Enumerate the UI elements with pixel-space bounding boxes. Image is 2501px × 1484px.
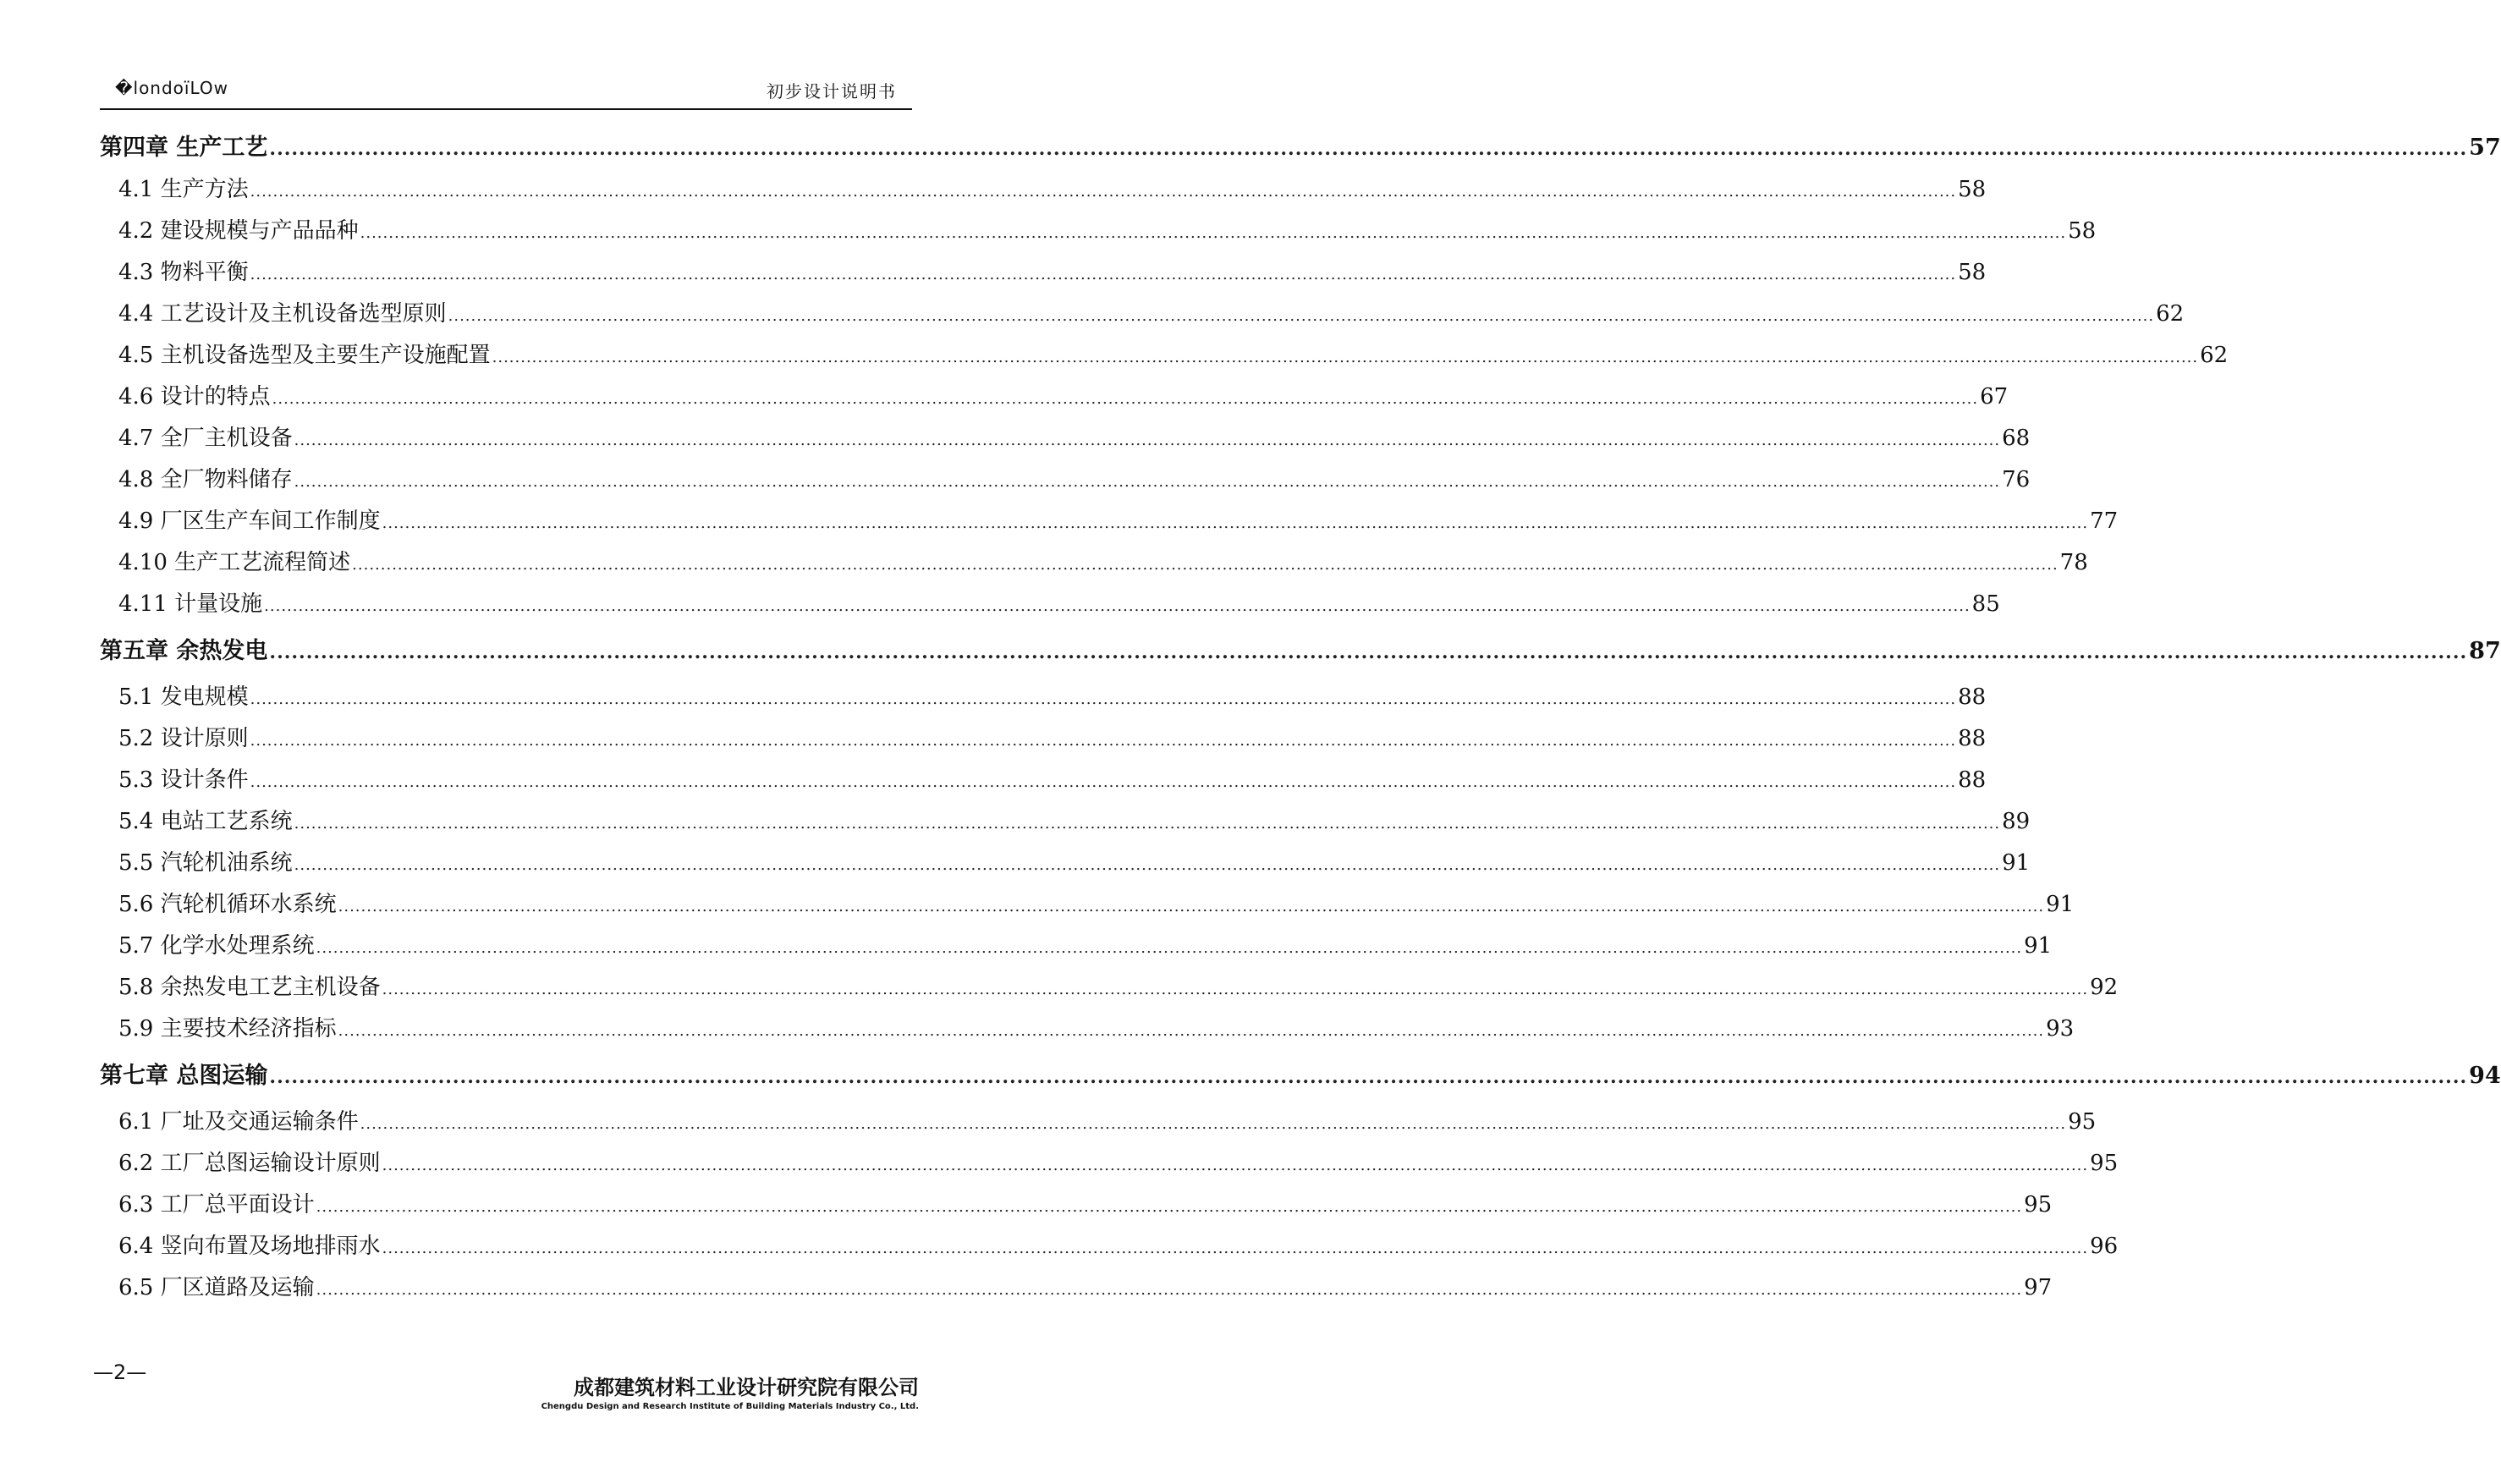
toc-chapter-entry	[100, 625, 2501, 677]
toc-section-entry	[100, 459, 2031, 501]
toc-entry-page: 95	[2024, 1192, 2053, 1217]
toc-dot-leader: ............................................................................................................................................................................................................................................................................................................	[448, 307, 2155, 325]
toc-dot-leader: ............................................................................................................................................................................................................................................................................................................	[250, 732, 1957, 750]
toc-dot-leader: ............................................................................................................................................................................................................................................................................................................	[269, 641, 2468, 663]
toc-entry-page: 95	[2068, 1109, 2097, 1135]
toc-entry-page: 67	[1980, 384, 2009, 409]
company-logo	[541, 1371, 919, 1411]
toc-dot-leader: ............................................................................................................................................................................................................................................................................................................	[294, 431, 2001, 449]
toc-entry-page: 95	[2090, 1151, 2119, 1176]
toc-dot-leader: ............................................................................................................................................................................................................................................................................................................	[382, 981, 2089, 998]
toc-entry-label: 5.7 化学水处理系统	[118, 933, 315, 959]
toc-entry-label: 4.10 生产工艺流程简述	[118, 550, 351, 575]
toc-entry-label: 5.2 设计原则	[118, 726, 249, 751]
toc-section-entry	[100, 584, 2000, 625]
toc-section-entry	[100, 542, 2088, 584]
toc-dot-leader: ............................................................................................................................................................................................................................................................................................................	[316, 1198, 2023, 1216]
toc-entry-label: 6.4 竖向布置及场地排雨水	[118, 1234, 381, 1259]
toc-dot-leader: ............................................................................................................................................................................................................................................................................................................	[316, 939, 2023, 957]
toc-entry-label: 5.1 发电规模	[118, 684, 249, 710]
toc-entry-label: 5.6 汽轮机循环水系统	[118, 892, 337, 917]
toc-entry-page: 96	[2090, 1234, 2119, 1259]
toc-entry-label: 第五章 余热发电	[100, 638, 268, 664]
toc-entry-page: 91	[2024, 933, 2053, 959]
toc-dot-leader: ............................................................................................................................................................................................................................................................................................................	[264, 597, 1971, 615]
toc-entry-label: 4.8 全厂物料储存	[118, 467, 293, 492]
toc-entry-label: 4.11 计量设施	[118, 591, 263, 617]
toc-dot-leader: ............................................................................................................................................................................................................................................................................................................	[294, 856, 2001, 874]
toc-section-entry	[100, 335, 2229, 376]
page-number: —2—	[93, 1360, 147, 1384]
toc-entry-page: 68	[2002, 426, 2031, 451]
toc-entry-label: 6.3 工厂总平面设计	[118, 1192, 315, 1217]
toc-dot-leader: ............................................................................................................................................................................................................................................................................................................	[492, 349, 2199, 366]
toc-section-entry	[100, 1184, 2053, 1226]
toc-dot-leader: ............................................................................................................................................................................................................................................................................................................	[338, 898, 2045, 915]
toc-dot-leader: ............................................................................................................................................................................................................................................................................................................	[294, 473, 2001, 491]
header-document-type: 初步设计说明书	[767, 81, 897, 102]
toc-entry-label: 6.2 工厂总图运输设计原则	[118, 1151, 381, 1176]
toc-section-entry	[100, 760, 1987, 801]
toc-section-entry	[100, 801, 2031, 843]
toc-dot-leader: ............................................................................................................................................................................................................................................................................................................	[272, 390, 1979, 408]
toc-entry-page: 85	[1971, 591, 2000, 617]
toc-entry-page: 77	[2090, 508, 2119, 534]
toc-entry-label: 4.3 物料平衡	[118, 260, 249, 285]
toc-section-entry	[100, 169, 1987, 211]
toc-section-entry	[100, 294, 2185, 335]
toc-dot-leader: ............................................................................................................................................................................................................................................................................................................	[250, 266, 1957, 283]
toc-entry-page: 78	[2059, 550, 2088, 575]
toc-entry-label: 4.4 工艺设计及主机设备选型原则	[118, 301, 447, 327]
toc-dot-leader: ............................................................................................................................................................................................................................................................................................................	[294, 815, 2001, 833]
toc-section-entry	[100, 1267, 2053, 1309]
toc-entry-label: 5.8 余热发电工艺主机设备	[118, 975, 381, 1000]
toc-entry-label: 第四章 生产工艺	[100, 135, 268, 161]
table-of-contents	[100, 127, 2501, 1309]
toc-entry-label: 4.7 全厂主机设备	[118, 426, 293, 451]
toc-section-entry	[100, 884, 2075, 926]
toc-entry-page: 91	[2002, 850, 2031, 876]
toc-entry-label: 6.1 厂址及交通运输条件	[118, 1109, 359, 1135]
toc-entry-page: 91	[2046, 892, 2075, 917]
toc-entry-page: 88	[1958, 684, 1987, 710]
toc-chapter-entry	[100, 127, 2501, 169]
toc-entry-page: 58	[1958, 260, 1987, 285]
toc-entry-label: 4.6 设计的特点	[118, 384, 271, 409]
company-name-en: Chengdu Design and Research Institute of Building Materials Industry Co., Ltd.	[541, 1402, 919, 1411]
toc-entry-page: 88	[1958, 726, 1987, 751]
toc-entry-page: 94	[2469, 1063, 2501, 1089]
toc-entry-page: 62	[2156, 301, 2185, 327]
toc-dot-leader: ............................................................................................................................................................................................................................................................................................................	[360, 1115, 2067, 1133]
toc-entry-page: 97	[2024, 1275, 2053, 1300]
toc-dot-leader: ............................................................................................................................................................................................................................................................................................................	[269, 138, 2468, 160]
page-header	[100, 74, 912, 110]
toc-entry-page: 87	[2469, 638, 2501, 664]
toc-entry-label: 5.4 电站工艺系统	[118, 809, 293, 834]
toc-dot-leader: ............................................................................................................................................................................................................................................................................................................	[250, 773, 1957, 791]
toc-section-entry	[100, 843, 2031, 884]
toc-dot-leader: ............................................................................................................................................................................................................................................................................................................	[250, 183, 1957, 201]
toc-section-entry	[100, 501, 2119, 542]
toc-section-entry	[100, 211, 2097, 252]
header-project-title: �londoïLOw	[115, 78, 228, 98]
toc-entry-page: 62	[2200, 343, 2229, 368]
toc-chapter-entry	[100, 1050, 2501, 1102]
toc-entry-label: 4.1 生产方法	[118, 177, 249, 202]
toc-entry-page: 76	[2002, 467, 2031, 492]
toc-entry-page: 57	[2469, 135, 2501, 161]
toc-entry-page: 88	[1958, 767, 1987, 793]
company-name-cn: 成都建筑材料工业设计研究院有限公司	[574, 1376, 919, 1399]
toc-dot-leader: ............................................................................................................................................................................................................................................................................................................	[382, 514, 2089, 532]
toc-dot-leader: ............................................................................................................................................................................................................................................................................................................	[352, 556, 2059, 574]
toc-section-entry	[100, 926, 2053, 967]
toc-entry-page: 58	[1958, 177, 1987, 202]
toc-section-entry	[100, 1143, 2119, 1184]
toc-entry-label: 第七章 总图运输	[100, 1063, 268, 1089]
toc-dot-leader: ............................................................................................................................................................................................................................................................................................................	[338, 1022, 2045, 1040]
toc-section-entry	[100, 418, 2031, 459]
toc-entry-label: 4.2 建设规模与产品品种	[118, 218, 359, 244]
toc-dot-leader: ............................................................................................................................................................................................................................................................................................................	[382, 1157, 2089, 1174]
toc-dot-leader: ............................................................................................................................................................................................................................................................................................................	[382, 1239, 2089, 1257]
toc-dot-leader: ............................................................................................................................................................................................................................................................................................................	[250, 690, 1957, 708]
toc-dot-leader: ............................................................................................................................................................................................................................................................................................................	[316, 1281, 2023, 1299]
toc-section-entry	[100, 1009, 2075, 1050]
toc-section-entry	[100, 718, 1987, 760]
toc-entry-page: 89	[2002, 809, 2031, 834]
toc-section-entry	[100, 376, 2009, 418]
toc-section-entry	[100, 252, 1987, 294]
toc-entry-page: 93	[2046, 1016, 2075, 1042]
toc-entry-label: 4.9 厂区生产车间工作制度	[118, 508, 381, 534]
toc-section-entry	[100, 967, 2119, 1009]
toc-entry-label: 5.5 汽轮机油系统	[118, 850, 293, 876]
toc-section-entry	[100, 677, 1987, 718]
toc-section-entry	[100, 1102, 2097, 1143]
toc-entry-page: 58	[2068, 218, 2097, 244]
toc-entry-label: 5.9 主要技术经济指标	[118, 1016, 337, 1042]
toc-entry-label: 5.3 设计条件	[118, 767, 249, 793]
toc-dot-leader: ............................................................................................................................................................................................................................................................................................................	[360, 224, 2067, 242]
toc-entry-label: 6.5 厂区道路及运输	[118, 1275, 315, 1300]
toc-dot-leader: ............................................................................................................................................................................................................................................................................................................	[269, 1066, 2468, 1088]
toc-section-entry	[100, 1226, 2119, 1267]
toc-entry-page: 92	[2090, 975, 2119, 1000]
toc-entry-label: 4.5 主机设备选型及主要生产设施配置	[118, 343, 491, 368]
